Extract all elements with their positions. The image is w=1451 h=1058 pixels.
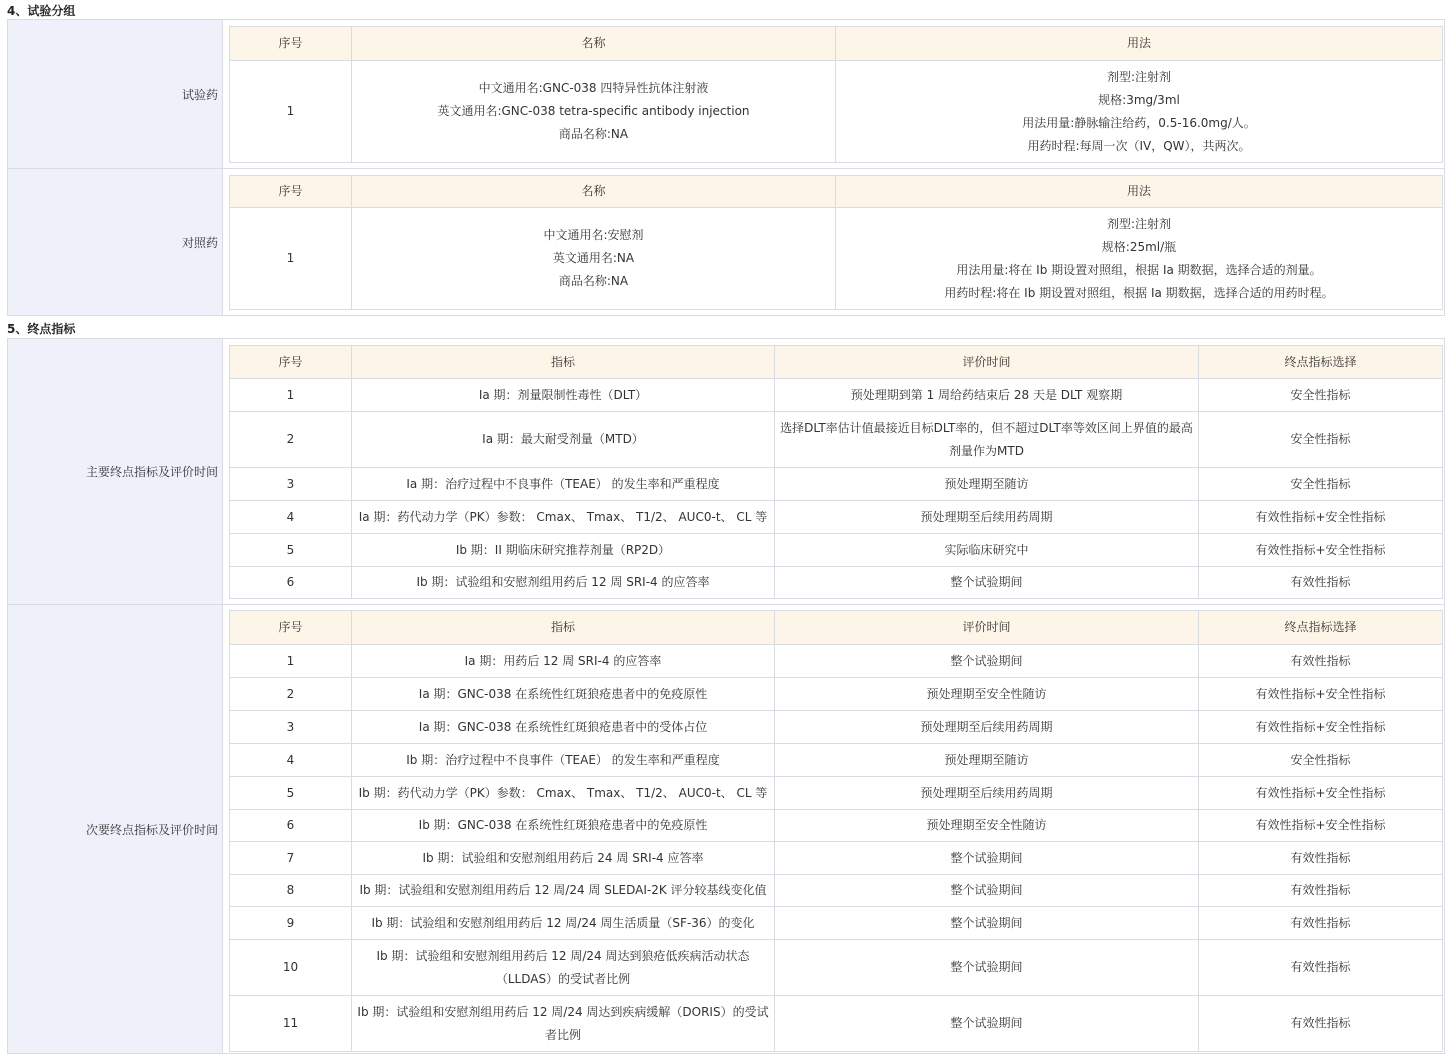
test-drug-usage <box>836 61 1443 163</box>
row-indicator: Ia 期：GNC-038 在系统性红斑狼疮患者中的免疫原性 <box>352 678 775 711</box>
row-no: 1 <box>230 645 352 678</box>
test-drug-no: 1 <box>230 61 352 163</box>
usage-line: 规格:25ml/瓶 <box>1101 239 1177 254</box>
row-indicator: Ib 期：试验组和安慰剂组用药后 12 周/24 周 SLEDAI-2K 评分较基线变化值 <box>352 875 775 907</box>
row-eval-time: 预处理期至后续用药周期 <box>775 711 1199 744</box>
row-endpoint-choice: 有效性指标+安全性指标 <box>1199 678 1443 711</box>
row-endpoint-choice: 有效性指标 <box>1199 996 1443 1052</box>
row-eval-time: 预处理期至后续用药周期 <box>775 501 1199 534</box>
table-row <box>230 678 1443 711</box>
row-no: 6 <box>230 567 352 599</box>
row-endpoint-choice: 有效性指标+安全性指标 <box>1199 501 1443 534</box>
name-line: 商品名称:NA <box>558 127 629 141</box>
row-no: 3 <box>230 711 352 744</box>
row-eval-time: 整个试验期间 <box>775 645 1199 678</box>
row-endpoint-choice: 有效性指标 <box>1199 907 1443 940</box>
row-no: 3 <box>230 468 352 501</box>
usage-line: 用法用量:将在 Ib 期设置对照组，根据 Ia 期数据，选择合适的剂量。 <box>956 262 1322 277</box>
header-time: 评价时间 <box>775 346 1199 379</box>
row-indicator: Ia 期：用药后 12 周 SRI-4 的应答率 <box>352 645 775 678</box>
table-row <box>230 875 1443 907</box>
row-eval-time: 预处理期至随访 <box>775 744 1199 777</box>
row-no: 1 <box>230 379 352 412</box>
usage-line: 用药时程:将在 Ib 期设置对照组，根据 Ia 期数据，选择合适的用药时程。 <box>944 285 1334 300</box>
table-row <box>230 711 1443 744</box>
row-eval-time: 整个试验期间 <box>775 996 1199 1052</box>
row-no: 2 <box>230 412 352 468</box>
row-endpoint-choice: 有效性指标 <box>1199 940 1443 996</box>
row-endpoint-choice: 有效性指标 <box>1199 875 1443 907</box>
usage-line: 用法用量:静脉输注给药，0.5-16.0mg/人。 <box>1022 115 1256 130</box>
primary-endpoints-label: 主要终点指标及评价时间 <box>8 339 223 604</box>
row-eval-time: 选择DLT率估计值最接近目标DLT率的，但不超过DLT率等效区间上界值的最高剂量作为MTD <box>775 412 1199 468</box>
test-drug-name <box>352 61 836 163</box>
header-no: 序号 <box>230 27 352 61</box>
row-no: 7 <box>230 842 352 875</box>
name-line: 英文通用名:GNC-038 tetra-specific antibody injection <box>437 104 750 118</box>
header-name: 名称 <box>352 27 836 61</box>
row-endpoint-choice: 安全性指标 <box>1199 379 1443 412</box>
row-indicator: Ia 期：最大耐受剂量（MTD） <box>352 412 775 468</box>
header-usage: 用法 <box>836 176 1443 208</box>
header-no: 序号 <box>230 611 352 645</box>
control-drug-table <box>229 175 1443 310</box>
row-endpoint-choice: 有效性指标+安全性指标 <box>1199 810 1443 842</box>
row-eval-time: 整个试验期间 <box>775 940 1199 996</box>
row-no: 6 <box>230 810 352 842</box>
row-indicator: Ib 期：试验组和安慰剂组用药后 12 周/24 周达到疾病缓解（DORIS）的受试者比例 <box>352 996 775 1052</box>
header-indicator: 指标 <box>352 346 775 379</box>
name-line: 商品名称:NA <box>558 274 629 288</box>
row-no: 4 <box>230 501 352 534</box>
table-row <box>230 534 1443 567</box>
row-indicator: Ib 期：试验组和安慰剂组用药后 12 周/24 周达到狼疮低疾病活动状态（LLDAS）的受试者比例 <box>352 940 775 996</box>
section-4-title: 4、试验分组 <box>7 4 76 18</box>
row-no: 5 <box>230 777 352 810</box>
header-name: 名称 <box>352 176 836 208</box>
row-indicator: Ib 期：药代动力学（PK）参数： Cmax、 Tmax、 T1/2、 AUC0-t、 CL 等 <box>352 777 775 810</box>
usage-line: 剂型:注射剂 <box>1106 216 1172 231</box>
row-indicator: Ia 期：药代动力学（PK）参数： Cmax、 Tmax、 T1/2、 AUC0-t、 CL 等 <box>352 501 775 534</box>
secondary-endpoints-label: 次要终点指标及评价时间 <box>8 605 223 1053</box>
table-row <box>230 468 1443 501</box>
control-drug-no: 1 <box>230 208 352 310</box>
table-row <box>230 810 1443 842</box>
control-drug-row <box>8 168 1444 315</box>
row-endpoint-choice: 有效性指标 <box>1199 567 1443 599</box>
row-endpoint-choice: 有效性指标+安全性指标 <box>1199 777 1443 810</box>
row-no: 9 <box>230 907 352 940</box>
header-indicator: 指标 <box>352 611 775 645</box>
row-endpoint-choice: 安全性指标 <box>1199 412 1443 468</box>
row-eval-time: 整个试验期间 <box>775 875 1199 907</box>
header-time: 评价时间 <box>775 611 1199 645</box>
name-line: 中文通用名:安慰剂 <box>543 228 644 242</box>
table-row <box>230 744 1443 777</box>
primary-endpoints-row <box>8 339 1444 604</box>
header-no: 序号 <box>230 176 352 208</box>
usage-line: 用药时程:每周一次（IV，QW），共两次。 <box>1027 138 1251 153</box>
row-no: 11 <box>230 996 352 1052</box>
header-choice: 终点指标选择 <box>1199 611 1443 645</box>
table-row <box>230 501 1443 534</box>
row-endpoint-choice: 有效性指标 <box>1199 842 1443 875</box>
row-endpoint-choice: 有效性指标 <box>1199 645 1443 678</box>
row-eval-time: 整个试验期间 <box>775 842 1199 875</box>
row-no: 4 <box>230 744 352 777</box>
control-drug-usage <box>836 208 1443 310</box>
table-row <box>230 940 1443 996</box>
test-drug-label: 试验药 <box>8 20 223 168</box>
row-no: 10 <box>230 940 352 996</box>
table-row <box>230 645 1443 678</box>
test-drug-table <box>229 26 1443 163</box>
table-row <box>230 842 1443 875</box>
table-row <box>230 777 1443 810</box>
name-line: 中文通用名:GNC-038 四特异性抗体注射液 <box>478 81 709 95</box>
row-eval-time: 整个试验期间 <box>775 567 1199 599</box>
table-row <box>230 379 1443 412</box>
header-usage: 用法 <box>836 27 1443 61</box>
header-no: 序号 <box>230 346 352 379</box>
usage-line: 剂型:注射剂 <box>1106 69 1172 84</box>
row-eval-time: 预处理期至安全性随访 <box>775 678 1199 711</box>
row-endpoint-choice: 安全性指标 <box>1199 468 1443 501</box>
row-eval-time: 实际临床研究中 <box>775 534 1199 567</box>
row-indicator: Ib 期：试验组和安慰剂组用药后 12 周/24 周生活质量（SF-36）的变化 <box>352 907 775 940</box>
endpoints <box>7 338 1445 1054</box>
row-indicator: Ib 期：试验组和安慰剂组用药后 24 周 SRI-4 应答率 <box>352 842 775 875</box>
row-eval-time: 预处理期至随访 <box>775 468 1199 501</box>
row-indicator: Ia 期：剂量限制性毒性（DLT） <box>352 379 775 412</box>
table-row <box>230 907 1443 940</box>
usage-line: 规格:3mg/3ml <box>1098 92 1180 107</box>
row-endpoint-choice: 有效性指标+安全性指标 <box>1199 534 1443 567</box>
primary-endpoints-table <box>229 345 1443 599</box>
table-row <box>230 567 1443 599</box>
row-endpoint-choice: 有效性指标+安全性指标 <box>1199 711 1443 744</box>
row-indicator: Ib 期：GNC-038 在系统性红斑狼疮患者中的免疫原性 <box>352 810 775 842</box>
table-row <box>230 996 1443 1052</box>
row-no: 5 <box>230 534 352 567</box>
row-indicator: Ia 期：GNC-038 在系统性红斑狼疮患者中的受体占位 <box>352 711 775 744</box>
row-indicator: Ib 期：试验组和安慰剂组用药后 12 周 SRI-4 的应答率 <box>352 567 775 599</box>
row-indicator: Ib 期：治疗过程中不良事件（TEAE） 的发生率和严重程度 <box>352 744 775 777</box>
secondary-endpoints-row <box>8 604 1444 1053</box>
secondary-endpoints-table <box>229 610 1443 1052</box>
row-eval-time: 预处理期至安全性随访 <box>775 810 1199 842</box>
header-choice: 终点指标选择 <box>1199 346 1443 379</box>
name-line: 英文通用名:NA <box>552 251 635 265</box>
row-eval-time: 预处理期到第 1 周给药结束后 28 天是 DLT 观察期 <box>775 379 1199 412</box>
row-indicator: Ib 期：II 期临床研究推荐剂量（RP2D） <box>352 534 775 567</box>
test-drug-row <box>8 20 1444 168</box>
row-endpoint-choice: 安全性指标 <box>1199 744 1443 777</box>
row-eval-time: 整个试验期间 <box>775 907 1199 940</box>
table-row <box>230 412 1443 468</box>
row-eval-time: 预处理期至后续用药周期 <box>775 777 1199 810</box>
row-no: 8 <box>230 875 352 907</box>
control-drug-name <box>352 208 836 310</box>
row-indicator: Ia 期：治疗过程中不良事件（TEAE） 的发生率和严重程度 <box>352 468 775 501</box>
trial-groups <box>7 19 1445 316</box>
row-no: 2 <box>230 678 352 711</box>
control-drug-label: 对照药 <box>8 169 223 315</box>
section-5-title: 5、终点指标 <box>7 322 76 336</box>
